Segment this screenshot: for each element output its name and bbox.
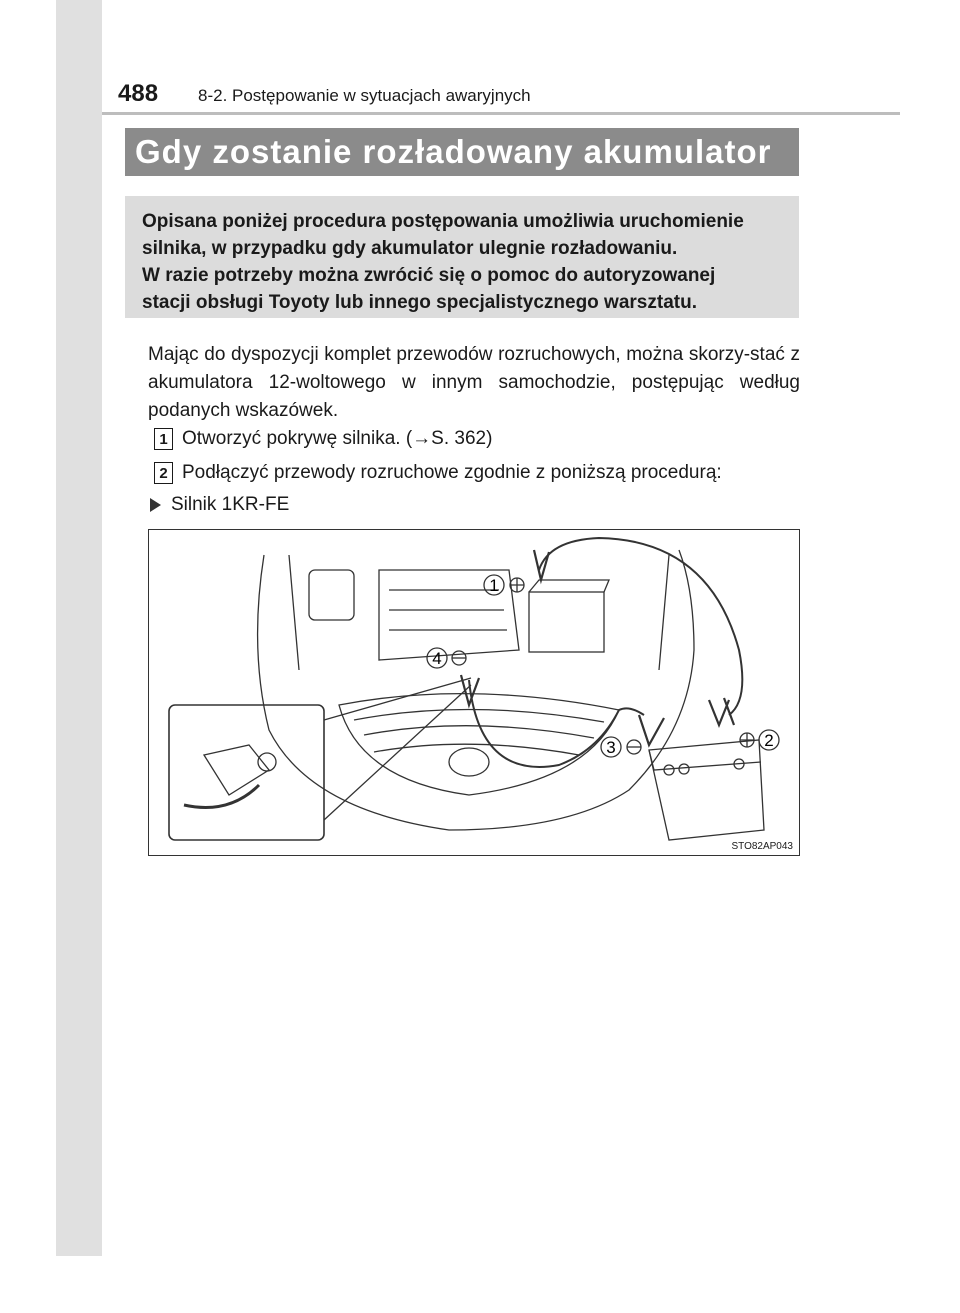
callout-label-4: 4 — [432, 649, 442, 668]
step-number-badge: 1 — [154, 428, 173, 450]
step-2 — [154, 462, 722, 484]
step-number-badge: 2 — [154, 462, 173, 484]
callout-label-3: 3 — [606, 738, 616, 757]
intro-line: W razie potrzeby można zwrócić się o pomoc do autoryzowanej — [142, 265, 716, 286]
engine-details — [389, 590, 507, 630]
vehicle-battery — [529, 592, 604, 652]
engine-label: Silnik 1KR-FE — [171, 494, 290, 515]
page-header — [118, 80, 531, 108]
jump-start-illustration — [148, 529, 800, 856]
triangle-bullet-icon — [150, 498, 161, 512]
engine-sub-item — [150, 494, 289, 516]
clamp-positive-booster — [709, 698, 734, 725]
intro-line: Opisana poniżej procedura postępowania umożliwia uruchomienie — [142, 211, 744, 232]
car-body-outline — [258, 550, 694, 830]
grille-slats — [354, 709, 604, 755]
inset-detail-box — [169, 705, 324, 840]
inset-arrow — [184, 785, 259, 808]
page-title: Gdy zostanie rozładowany akumulator — [125, 128, 799, 176]
figure-code: STO82AP043 — [731, 841, 793, 852]
inset-bracket — [204, 745, 269, 795]
step-1 — [154, 428, 492, 450]
engine-bay-drawing — [149, 530, 799, 855]
page-number: 488 — [118, 80, 159, 107]
positive-cable — [539, 538, 742, 715]
callout-label-1: 1 — [489, 576, 499, 595]
emblem — [449, 748, 489, 776]
intro-line: stacji obsługi Toyoty lub innego specjalistycznego warsztatu. — [142, 292, 697, 313]
body-paragraph: Mając do dyspozycji komplet przewodów rozruchowych, można skorzy-stać z akumulatora 12-woltowego w innym samochodzie, postępując według podanych wskazówek. — [148, 344, 800, 421]
intro-line: silnika, w przypadku gdy akumulator ulegnie rozładowaniu. — [142, 238, 678, 259]
clamp-negative-booster — [639, 715, 664, 745]
callout-label-2: 2 — [764, 731, 774, 750]
booster-battery — [649, 740, 764, 840]
header-rule — [102, 112, 900, 115]
reservoir — [309, 570, 354, 620]
section-reference: 8-2. Postępowanie w sytuacjach awaryjnych — [198, 86, 531, 105]
step-text: Otworzyć pokrywę silnika. (→S. 362) — [182, 428, 493, 449]
intro-box — [125, 196, 799, 318]
side-strip — [56, 0, 102, 1256]
step-text: Podłączyć przewody rozruchowe zgodnie z poniższą procedurą: — [182, 462, 722, 483]
